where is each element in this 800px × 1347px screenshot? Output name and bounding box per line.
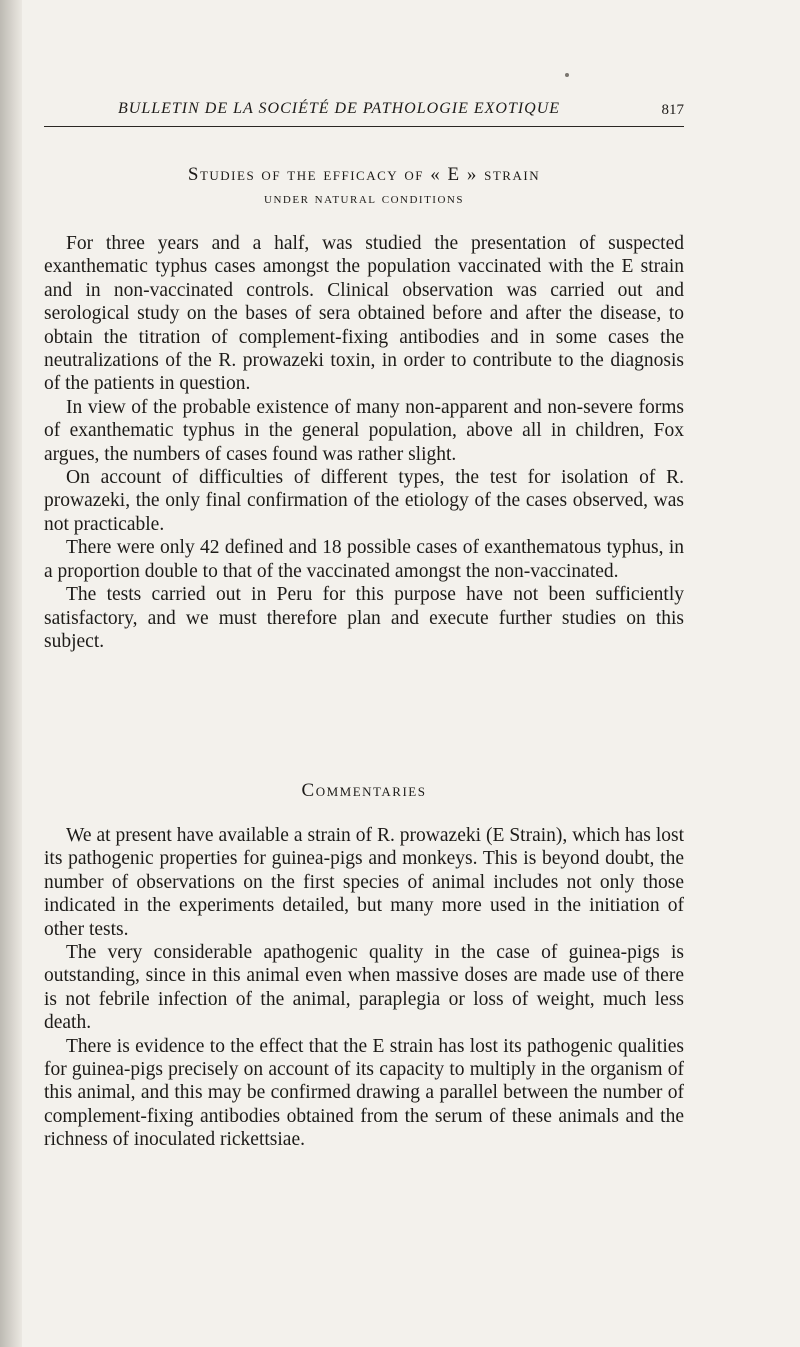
section-heading-commentaries: Commentaries bbox=[301, 780, 427, 801]
page-gutter-shadow bbox=[0, 0, 22, 1347]
paragraph: On account of difficulties of different types, the test for isolation of R. prowazeki, the only final confirmation of the etiology of the cases observed, was not practicable. bbox=[44, 467, 684, 535]
page-number: 817 bbox=[661, 102, 684, 118]
section-heading-studies: Studies of the efficacy of « E » strain bbox=[187, 164, 541, 185]
section-body-studies bbox=[44, 232, 684, 653]
paragraph: We at present have available a strain of R. prowazeki (E Strain), which has lost its pathogenic properties for guinea-pigs and monkeys. This is beyond doubt, the number of observations on the first species of animal includes not only those indicated in the experiments detailed, but many more used in the initiation of other tests. bbox=[44, 825, 684, 940]
paragraph: For three years and a half, was studied the presentation of suspected exanthematic typhus cases amongst the population vaccinated with the E strain and in non-vaccinated controls. Clinical observation was carried out and serological study on the bases of sera obtained before and after the disease, to obtain the titration of complement-fixing antibodies and in some cases the neutralizations of the R. prowazeki toxin, in order to contribute to the diagnosis of the patients in question. bbox=[44, 233, 684, 395]
running-header bbox=[44, 98, 684, 127]
paragraph: The very considerable apathogenic quality in the case of guinea-pigs is outstanding, since in this animal even when massive doses are made use of there is not febrile infection of the animal, paraplegia or loss of weight, much less death. bbox=[44, 942, 684, 1034]
journal-title: BULLETIN DE LA SOCIÉTÉ DE PATHOLOGIE EXOTIQUE bbox=[118, 100, 561, 117]
section-body-commentaries bbox=[44, 824, 684, 1152]
section-subheading-natural-conditions: under natural conditions bbox=[264, 191, 464, 207]
paragraph: There is evidence to the effect that the E strain has lost its pathogenic qualities for guinea-pigs precisely on account of its capacity to multiply in the organism of this animal, and this may be confirmed drawing a parallel between the number of complement-fixing antibodies obtained from the serum of these animals and the richness of inoculated rickettsiae. bbox=[44, 1035, 684, 1151]
paper-speck bbox=[565, 73, 569, 77]
paragraph: There were only 42 defined and 18 possible cases of exanthematous typhus, in a proportion double to that of the vaccinated amongst the non-vaccinated. bbox=[44, 537, 684, 582]
paragraph: The tests carried out in Peru for this purpose have not been sufficiently satisfactory, and we must therefore plan and execute further studies on this subject. bbox=[44, 584, 684, 652]
paragraph: In view of the probable existence of many non-apparent and non-severe forms of exanthematic typhus in the general population, above all in children, Fox argues, the numbers of cases found was rather slight. bbox=[44, 396, 684, 465]
